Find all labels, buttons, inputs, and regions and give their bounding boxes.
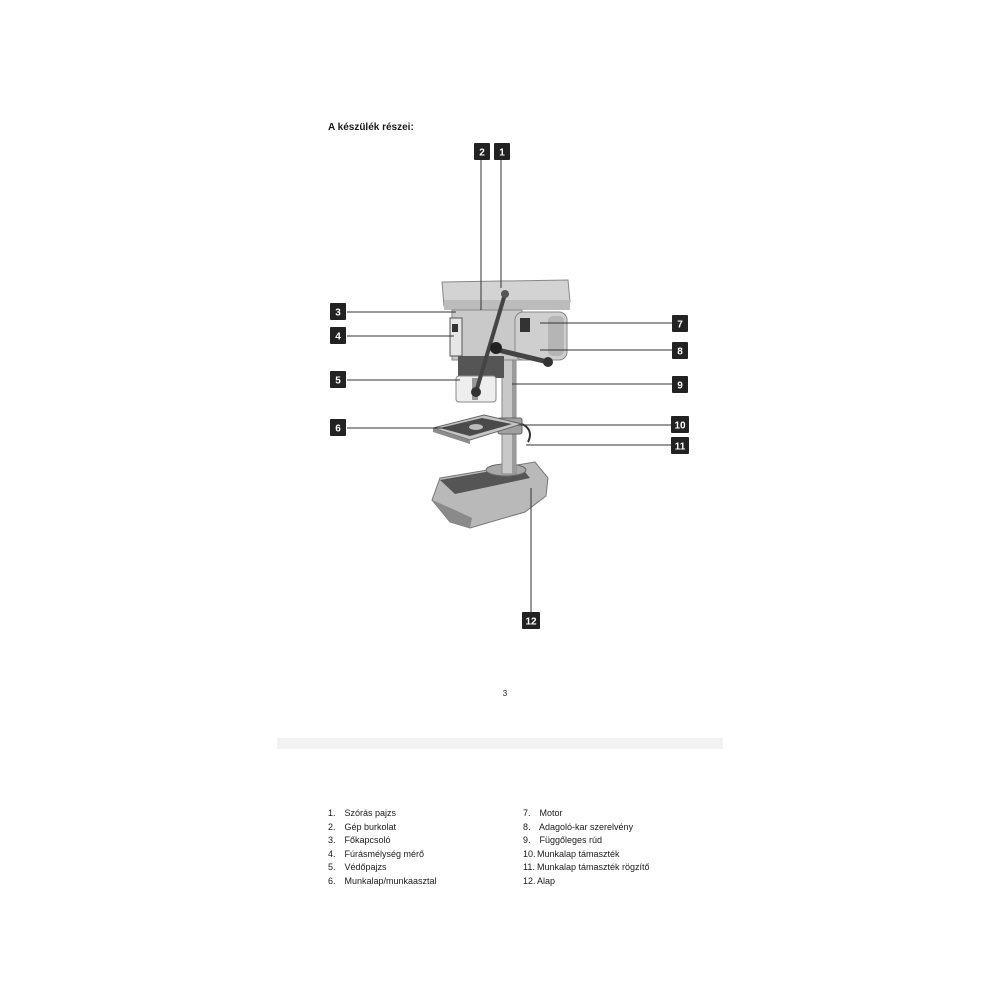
- svg-text:2: 2: [479, 147, 485, 159]
- list-item: 9. Függőleges rúd: [523, 835, 603, 846]
- list-item: 5. Védőpajzs: [328, 862, 387, 873]
- svg-text:1: 1: [499, 147, 505, 159]
- svg-text:10: 10: [674, 420, 686, 432]
- callout-11: [671, 437, 689, 454]
- callout-4: [330, 327, 346, 344]
- svg-text:9: 9: [677, 380, 683, 392]
- list-item: 2. Gép burkolat: [328, 821, 397, 832]
- callout-2: [474, 143, 490, 160]
- svg-text:5: 5: [335, 375, 341, 387]
- list-item: 1. Szórás pajzs: [328, 808, 397, 818]
- svg-text:4: 4: [335, 331, 341, 343]
- callout-6: [330, 419, 346, 436]
- callout-7: [672, 315, 688, 332]
- callout-1: [494, 143, 510, 160]
- callout-9: [672, 376, 688, 393]
- drill-press-illustration: [432, 280, 570, 528]
- parts-list-right: [523, 807, 650, 889]
- callout-5: [330, 371, 346, 388]
- callout-12: [522, 612, 540, 629]
- page-number: 3: [502, 689, 508, 698]
- list-item: 10.Munkalap támaszték: [523, 848, 620, 859]
- list-item: 11. Munkalap támaszték rögzítő: [523, 862, 650, 873]
- list-item: 8. Adagoló-kar szerelvény: [523, 821, 634, 832]
- list-item: 4. Fúrásmélység mérő: [328, 848, 425, 859]
- callout-8: [672, 342, 688, 359]
- list-item: 12.Alap: [523, 875, 556, 886]
- list-item: 6. Munkalap/munkaasztal: [328, 875, 437, 886]
- svg-text:6: 6: [335, 423, 341, 435]
- svg-text:7: 7: [677, 319, 683, 331]
- section-heading: A készülék részei:: [328, 122, 414, 133]
- svg-text:3: 3: [335, 307, 341, 319]
- page-divider: [277, 738, 723, 749]
- list-item: 3. Főkapcsoló: [328, 835, 391, 846]
- svg-text:11: 11: [674, 441, 686, 453]
- parts-list-left: [328, 807, 437, 889]
- list-item: 7. Motor: [523, 808, 563, 818]
- svg-text:8: 8: [677, 346, 683, 358]
- svg-text:12: 12: [525, 616, 537, 628]
- callout-10: [671, 416, 689, 433]
- callout-3: [330, 303, 346, 320]
